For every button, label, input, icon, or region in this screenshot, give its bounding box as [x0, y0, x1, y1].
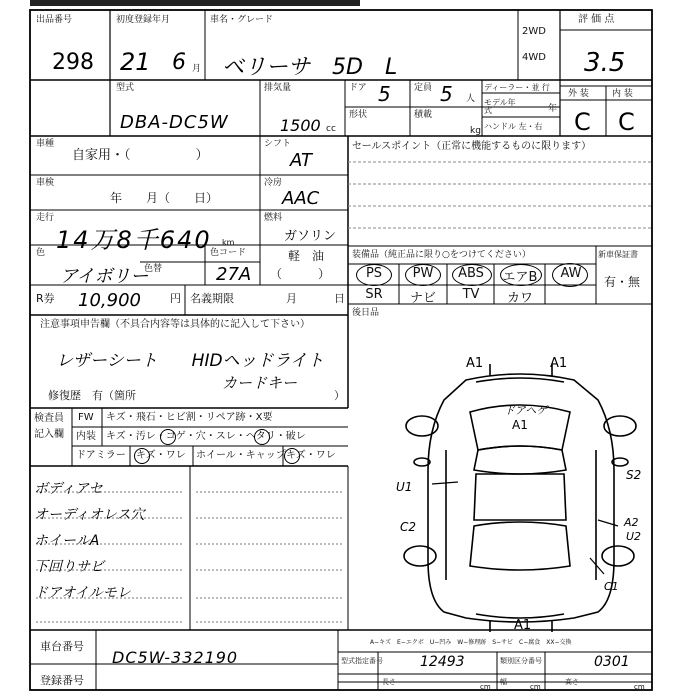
record-label: 記入欄 — [34, 429, 64, 440]
checklist-fw: キズ・飛石・ヒビ割・リペア跡・X要 — [106, 412, 273, 423]
displacement-value: 1500 — [280, 116, 321, 135]
interior-grade: C — [618, 108, 635, 136]
fuel-light-oil: 軽 油 — [288, 249, 325, 263]
height-label: 高さ — [565, 678, 579, 686]
side-note: 下回りサビ — [34, 559, 104, 575]
mark-top-front: A1 — [466, 356, 484, 371]
displacement-label: 排気量 — [264, 83, 292, 93]
aircon-label: 冷房 — [264, 178, 283, 188]
legal-month: 月 — [286, 292, 297, 305]
side-note: オーディオレス穴 — [34, 507, 145, 523]
mark-right-mid: S2 — [626, 468, 642, 482]
mark-bottom: A1 — [514, 618, 532, 633]
check-circle — [284, 448, 300, 464]
class-no-value: 0301 — [594, 654, 630, 670]
lot-no-label: 出品番号 — [36, 15, 73, 25]
cc-unit: cc — [326, 124, 336, 134]
fuel-label: 燃料 — [264, 213, 283, 223]
kg-unit: kg — [470, 126, 481, 136]
height-cm: cm — [634, 683, 645, 691]
equip-circle — [552, 263, 588, 287]
equip-aw: AW — [560, 266, 582, 281]
interior-label: 内 装 — [612, 89, 633, 99]
inspection-date: 年 月（ 日） — [110, 191, 219, 205]
model-grade-value: ベリーサ 5D L — [222, 55, 398, 80]
equip-leather: カワ — [506, 291, 533, 306]
notes-line2: カードキー — [222, 374, 298, 392]
equip-airbag: エアB — [502, 270, 538, 285]
shift-value: AT — [290, 150, 312, 171]
four-wd: 4WD — [522, 52, 546, 63]
mark-right-rear-2: U2 — [626, 530, 642, 543]
legal-day: 日 — [334, 292, 345, 305]
legal-until-label: 名義期限 — [190, 292, 234, 305]
km-unit: km — [222, 238, 235, 247]
model-year-unit: 年 — [548, 104, 558, 114]
width-label: 幅 — [500, 678, 507, 686]
first-reg-label: 初度登録年月 — [116, 15, 171, 25]
equip-tv: TV — [462, 287, 480, 302]
capacity-label: 定員 — [414, 83, 433, 93]
mark-hood: ドアヘゲ — [504, 404, 548, 417]
mileage-label: 走行 — [36, 213, 55, 223]
lot-no-value: 298 — [52, 50, 94, 75]
checklist-wheel-label: ホイール・キャップ — [196, 450, 286, 461]
warranty-options: 有・無 — [604, 275, 641, 289]
score-label: 評 価 点 — [578, 14, 615, 25]
recycle-label: R券 — [36, 292, 55, 305]
notes-line1: レザーシート HIDヘッドライト — [56, 351, 325, 371]
fuel-gasoline: ガソリン — [284, 229, 337, 244]
color-value: アイボリー — [60, 266, 149, 287]
equip-circle — [500, 264, 542, 286]
mark-left-rear: C2 — [400, 520, 417, 534]
color-code-label: 色コード — [210, 248, 247, 258]
two-wd: 2WD — [522, 26, 546, 37]
check-circle — [134, 448, 150, 464]
type-cert-value: 12493 — [420, 654, 465, 670]
model-year-label: モデル年式 — [484, 98, 516, 115]
equip-circle — [405, 264, 441, 286]
score-value: 3.5 — [584, 48, 626, 78]
handle-label: ハンドル 左・右 — [484, 122, 543, 131]
checklist-mirror: キズ・ワレ — [136, 450, 186, 461]
doors-label: ドア — [349, 83, 367, 93]
shape-label: 形状 — [349, 110, 368, 120]
checklist-interior-label: 内装 — [76, 431, 96, 442]
side-note: ドアオイルモレ — [34, 585, 131, 601]
mark-hood2: A1 — [512, 418, 528, 432]
length-cm: cm — [480, 683, 491, 691]
aircon-value: AAC — [282, 188, 320, 209]
mileage-value: 14万8千640 — [56, 226, 212, 254]
model-grade-label: 車名・グレード — [210, 15, 274, 25]
dealer-label: ディーラー・並 行 — [484, 83, 550, 92]
shift-label: シフト — [264, 139, 292, 149]
recycle-value: 10,900 — [78, 290, 141, 311]
class-no-label: 類別区分番号 — [500, 657, 542, 665]
color-change-label: 色替 — [144, 264, 163, 274]
checklist-fw-label: FW — [78, 412, 94, 423]
color-code-value: 27A — [216, 264, 252, 285]
mark-top-rear: A1 — [550, 356, 568, 371]
chassis-no-label: 車台番号 — [40, 640, 84, 653]
capacity-value: 5 — [440, 82, 453, 106]
check-circle — [254, 429, 270, 445]
width-cm: cm — [530, 683, 541, 691]
capacity-unit: 人 — [466, 94, 476, 104]
checklist-mirror-label: ドアミラー — [76, 450, 126, 461]
exterior-label: 外 装 — [568, 89, 589, 99]
doors-value: 5 — [378, 82, 391, 106]
inspector-label: 検査員 — [34, 413, 64, 424]
notes-label: 注意事項申告欄（不具合内容等は具体的に記入して下さい） — [40, 319, 310, 330]
usage-label: 車種 — [36, 139, 55, 149]
first-reg-month-unit: 月 — [192, 64, 202, 74]
type-cert-label: 型式指定番号 — [341, 657, 383, 665]
warranty-label: 新車保証書 — [598, 250, 638, 259]
length-label: 長さ — [382, 678, 396, 686]
check-circle — [160, 429, 176, 445]
mark-left-mid: U1 — [396, 480, 413, 494]
mark-right-rear-1: A2 — [624, 516, 639, 529]
equip-ps: PS — [365, 266, 383, 281]
side-note: ホイールA — [34, 533, 100, 549]
first-reg-year: 21 — [120, 48, 151, 76]
equip-circle — [356, 264, 392, 286]
checklist-wheel: キズ・ワレ — [286, 450, 336, 461]
side-note: ボディアセ — [34, 481, 103, 497]
yen-unit: 円 — [170, 292, 181, 305]
repair-close: ） — [334, 389, 345, 402]
exterior-grade: C — [574, 108, 591, 136]
load-label: 積載 — [414, 110, 433, 120]
equip-navi: ナビ — [409, 291, 436, 306]
color-label: 色 — [36, 248, 46, 258]
repair-history: 修復歴 有（箇所 — [48, 389, 136, 402]
fuel-other: （ ） — [270, 267, 331, 281]
equip-circle — [452, 264, 492, 286]
model-code-label: 型式 — [116, 83, 135, 93]
sales-point-label: セールスポイント（正常に機能するものに限ります） — [352, 141, 592, 152]
model-code-value: DBA-DC5W — [120, 112, 229, 133]
damage-legend: A−キズ E−エクボ U−凹み W−修理跡 S−サビ C−腐食 XX−交換 — [370, 639, 572, 646]
checklist-interior: キズ・汚レ・コゲ・穴・スレ・ヘタリ・破レ — [106, 431, 306, 442]
equip-sr: SR — [365, 287, 383, 302]
first-reg-month: 6 — [172, 50, 186, 75]
equipment-label: 装備品（純正品に限り○をつけてください） — [352, 250, 531, 260]
mark-right-rear-3: C1 — [604, 580, 619, 593]
reg-no-label: 登録番号 — [40, 674, 84, 687]
inspection-label: 車検 — [36, 178, 55, 188]
seller-notes-label: 後日品 — [352, 308, 380, 318]
equip-pw: PW — [412, 266, 434, 281]
chassis-no-value: DC5W-332190 — [112, 648, 239, 667]
equip-abs: ABS — [458, 266, 484, 281]
usage-value: 自家用・（ ） — [72, 148, 209, 163]
